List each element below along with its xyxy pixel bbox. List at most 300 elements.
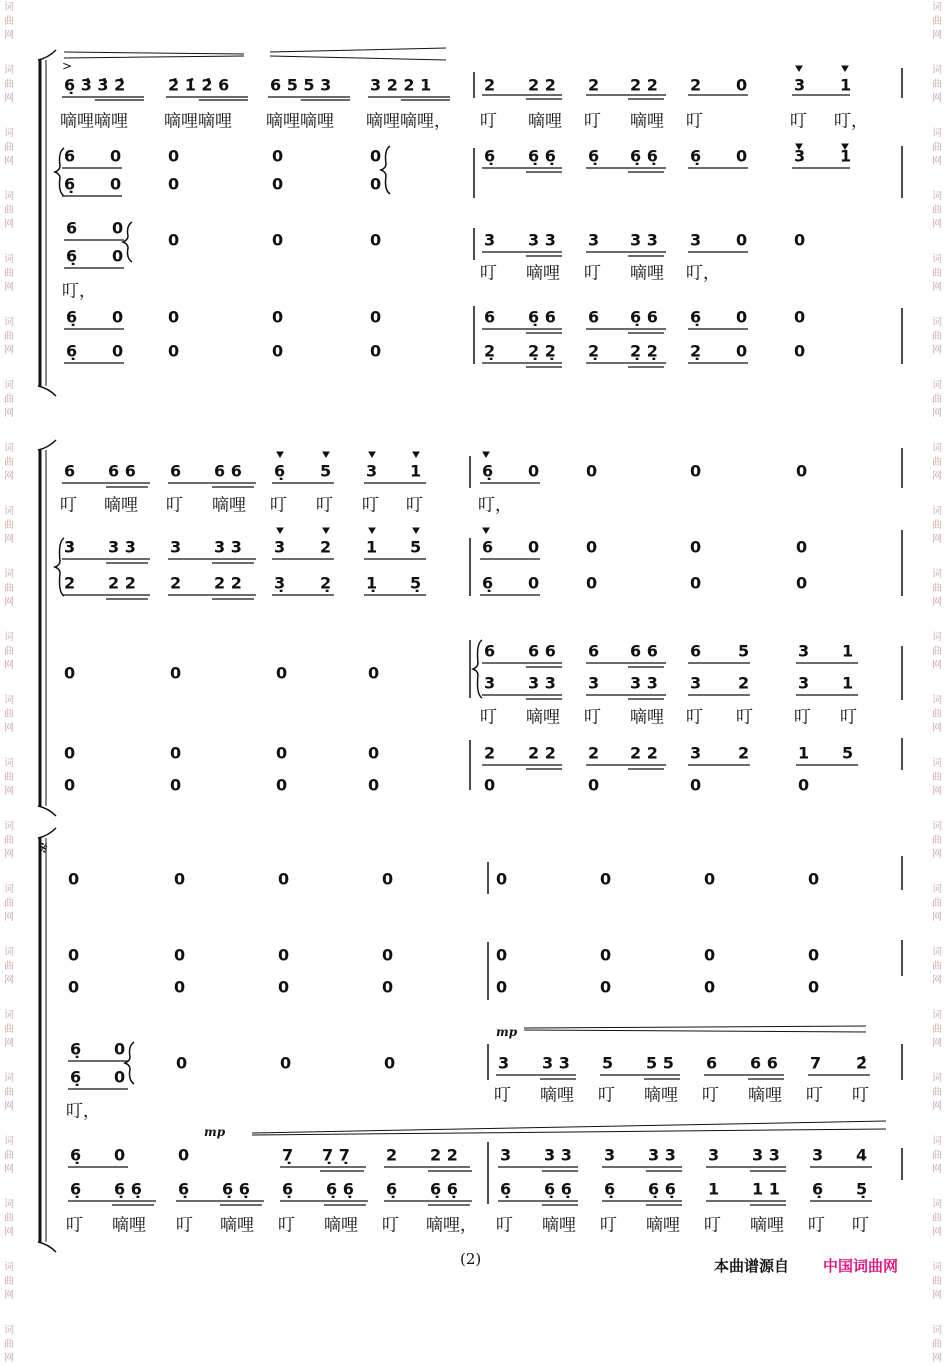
lyric-syllable: 嘀哩: [528, 111, 562, 132]
note-group: 6̣: [70, 1067, 82, 1087]
lyric-syllable: 叮: [736, 707, 753, 728]
left-watermark-strip: [2, 0, 16, 1365]
note-group: 3 3: [528, 230, 556, 250]
watermark-glyph: 曲: [932, 646, 942, 657]
lyric-syllable: 嘀哩: [630, 263, 664, 284]
note-group: 2̣ 2̣: [528, 341, 556, 361]
note-group: 0: [64, 775, 76, 795]
note-group: 6 6: [108, 461, 136, 481]
staccato-mark: [483, 528, 489, 533]
staccato-mark: [413, 528, 419, 533]
watermark-glyph: 网: [4, 408, 14, 419]
lyric-syllable: 嘀哩: [644, 1085, 678, 1106]
note-group: 1̣: [366, 573, 378, 593]
note-group: 0: [272, 174, 284, 194]
note-group: 0: [600, 869, 612, 889]
watermark-glyph: 网: [932, 1038, 942, 1049]
note-group: 0: [796, 461, 808, 481]
watermark-glyph: 网: [932, 660, 942, 671]
watermark-glyph: 曲: [4, 394, 14, 405]
note-group: 6̣: [70, 1179, 82, 1199]
note-group: 6: [482, 537, 494, 557]
watermark-glyph: 网: [932, 1353, 942, 1364]
note-group: 6: [706, 1053, 718, 1073]
note-group: 0: [600, 945, 612, 965]
note-group: 3: [812, 1145, 824, 1165]
note-group: 0: [112, 246, 124, 266]
note-group: 2: [484, 75, 496, 95]
note-group: 2: [64, 573, 76, 593]
lyric-syllable: 叮: [808, 1215, 825, 1236]
lyric-syllable: 嘀哩嘀哩: [60, 111, 128, 132]
note-group: 3: [366, 461, 378, 481]
lyric-syllable: 嘀哩: [212, 495, 246, 516]
watermark-glyph: 词: [4, 695, 14, 706]
staccato-mark: [842, 66, 848, 71]
dynamic-mp: mp: [496, 1025, 518, 1039]
note-group: 6 6: [214, 461, 242, 481]
note-group: 6̣: [66, 307, 78, 327]
note-group: 0: [68, 977, 80, 997]
note-group: 6: [690, 641, 702, 661]
watermark-glyph: 网: [932, 282, 942, 293]
watermark-glyph: 曲: [4, 772, 14, 783]
note-group: 2 2: [528, 743, 556, 763]
page-number: (2): [460, 1250, 482, 1268]
lyric-syllable: 嘀哩: [542, 1215, 576, 1236]
note-group: 0: [272, 146, 284, 166]
note-group: 0: [174, 869, 186, 889]
lyric-syllable: 叮: [166, 495, 183, 516]
note-group: 3 3: [752, 1145, 780, 1165]
bracket-hook: [38, 386, 56, 396]
lyric-syllable: 叮: [66, 1215, 83, 1236]
note-group: 2̇: [856, 1053, 868, 1073]
note-group: 5̣: [856, 1179, 868, 1199]
watermark-glyph: 曲: [932, 898, 942, 909]
bracket-hook: [38, 828, 56, 838]
watermark-glyph: 网: [932, 30, 942, 41]
note-group: 1: [842, 641, 854, 661]
note-group: 6̣ 6̣: [326, 1179, 354, 1199]
note-group: 0: [110, 174, 122, 194]
staccato-mark: [277, 452, 283, 457]
watermark-glyph: 网: [932, 1290, 942, 1301]
note-group: 0: [736, 230, 748, 250]
watermark-glyph: 曲: [4, 520, 14, 531]
lyric-syllable: 叮: [584, 263, 601, 284]
watermark-glyph: 网: [4, 156, 14, 167]
watermark-glyph: 曲: [4, 1339, 14, 1350]
watermark-glyph: 词: [932, 632, 942, 643]
lyric-syllable: 嘀哩: [630, 111, 664, 132]
watermark-glyph: 词: [932, 1136, 942, 1147]
note-group: 0: [112, 218, 124, 238]
note-group: 0: [496, 977, 508, 997]
watermark-glyph: 词: [932, 569, 942, 580]
lyric-syllable: 叮: [480, 707, 497, 728]
watermark-glyph: 词: [932, 65, 942, 76]
note-group: 3: [484, 230, 496, 250]
note-group: 2̣: [588, 341, 600, 361]
note-group: 3: [794, 75, 806, 95]
note-group: 0: [690, 775, 702, 795]
note-group: 0: [112, 341, 124, 361]
watermark-glyph: 词: [4, 884, 14, 895]
watermark-glyph: 词: [4, 947, 14, 958]
note-group: 0: [588, 775, 600, 795]
note-group: 2: [588, 743, 600, 763]
note-group: 3: [708, 1145, 720, 1165]
note-group: 6̣ 6̣: [430, 1179, 458, 1199]
note-group: 0: [736, 75, 748, 95]
note-group: 7: [810, 1053, 822, 1073]
watermark-glyph: 网: [4, 849, 14, 860]
note-group: 6: [66, 218, 78, 238]
note-group: 1: [366, 537, 378, 557]
watermark-glyph: 词: [932, 128, 942, 139]
watermark-glyph: 曲: [932, 1213, 942, 1224]
note-group: 6̣: [64, 174, 76, 194]
watermark-glyph: 曲: [4, 1150, 14, 1161]
note-group: 0: [168, 307, 180, 327]
watermark-glyph: 曲: [932, 16, 942, 27]
watermark-glyph: 曲: [4, 79, 14, 90]
note-group: 0: [276, 775, 288, 795]
note-group: 0: [64, 743, 76, 763]
note-group: 0: [736, 307, 748, 327]
watermark-glyph: 词: [4, 1199, 14, 1210]
note-group: 0: [68, 869, 80, 889]
note-group: 0: [794, 341, 806, 361]
watermark-glyph: 网: [932, 156, 942, 167]
bracket-hook: [38, 806, 56, 816]
note-group: 0: [586, 461, 598, 481]
watermark-glyph: 曲: [932, 1024, 942, 1035]
watermark-glyph: 网: [4, 660, 14, 671]
lyric-syllable: 叮，: [686, 263, 720, 284]
note-group: 2̣: [484, 341, 496, 361]
note-group: 3 2 2 1: [370, 75, 432, 95]
note-group: 6̣: [604, 1179, 616, 1199]
bracket-hook: [38, 440, 56, 450]
watermark-glyph: 词: [932, 821, 942, 832]
note-group: 6: [588, 641, 600, 661]
note-group: 3 3: [630, 230, 658, 250]
lyric-syllable: 叮: [270, 495, 287, 516]
dynamic-mp: mp: [204, 1125, 226, 1139]
note-group: 2 2: [630, 743, 658, 763]
watermark-glyph: 网: [4, 471, 14, 482]
watermark-glyph: 词: [932, 1199, 942, 1210]
dynamic-extension: [524, 1030, 866, 1032]
note-group: 6: [484, 641, 496, 661]
note-group: 6̣ 6̣: [114, 1179, 142, 1199]
note-group: 3: [64, 537, 76, 557]
note-group: 0: [690, 461, 702, 481]
watermark-glyph: 词: [4, 758, 14, 769]
note-group: 6̣ 6̣: [544, 1179, 572, 1199]
note-group: 0: [280, 1053, 292, 1073]
note-group: 6 6: [528, 641, 556, 661]
staccato-mark: [323, 528, 329, 533]
note-group: 3 3: [544, 1145, 572, 1165]
note-group: 2: [690, 75, 702, 95]
watermark-glyph: 词: [4, 191, 14, 202]
note-group: 0: [114, 1039, 126, 1059]
watermark-glyph: 网: [4, 1290, 14, 1301]
note-group: 0: [170, 743, 182, 763]
source-site-link[interactable]: 中国词曲网: [823, 1257, 899, 1275]
note-group: 2: [738, 673, 750, 693]
watermark-glyph: 网: [932, 849, 942, 860]
note-group: 0: [528, 537, 540, 557]
watermark-glyph: 词: [932, 317, 942, 328]
watermark-glyph: 曲: [932, 1276, 942, 1287]
note-group: 0: [114, 1067, 126, 1087]
watermark-glyph: 网: [932, 219, 942, 230]
note-group: 2: [386, 1145, 398, 1165]
lyric-syllable: 叮，: [834, 111, 868, 132]
watermark-glyph: 曲: [932, 79, 942, 90]
note-group: 0: [382, 977, 394, 997]
staccato-mark: [796, 66, 802, 71]
lyric-syllable: 叮: [480, 111, 497, 132]
lyric-syllable: 叮，: [66, 1101, 100, 1122]
note-group: 0: [798, 775, 810, 795]
note-group: 0: [704, 945, 716, 965]
note-group: 1: [840, 146, 852, 166]
lyric-syllable: 嘀哩嘀哩: [164, 111, 232, 132]
note-group: 7̣ 7̣: [322, 1145, 350, 1165]
lyric-syllable: 嘀哩: [220, 1215, 254, 1236]
note-group: 5: [842, 743, 854, 763]
lyric-syllable: 叮: [480, 263, 497, 284]
lyric-syllable: 叮: [704, 1215, 721, 1236]
note-group: 0: [586, 573, 598, 593]
watermark-glyph: 词: [4, 821, 14, 832]
watermark-glyph: 词: [932, 254, 942, 265]
note-group: 6̣: [66, 341, 78, 361]
lyric-syllable: 嘀哩: [646, 1215, 680, 1236]
note-group: 0: [808, 977, 820, 997]
note-group: 3: [484, 673, 496, 693]
watermark-glyph: 词: [932, 1325, 942, 1336]
lyric-syllable: 叮: [382, 1215, 399, 1236]
watermark-glyph: 词: [4, 1010, 14, 1021]
note-group: 0: [384, 1053, 396, 1073]
note-group: 3: [604, 1145, 616, 1165]
watermark-glyph: 曲: [4, 1024, 14, 1035]
note-group: 0: [484, 775, 496, 795]
note-group: 6̣ 6̣: [222, 1179, 250, 1199]
dynamic-extension: [252, 1129, 886, 1135]
note-group: 6̣: [274, 461, 286, 481]
staccato-mark: [413, 452, 419, 457]
lyric-syllable: 叮: [494, 1085, 511, 1106]
note-group: 0: [704, 869, 716, 889]
note-group: 3 3: [528, 673, 556, 693]
watermark-glyph: 词: [4, 443, 14, 454]
watermark-glyph: 词: [4, 632, 14, 643]
lyric-syllable: 叮: [790, 111, 807, 132]
watermark-glyph: 词: [932, 506, 942, 517]
note-group: 6̣ 6̣: [630, 146, 658, 166]
note-group: 0: [68, 945, 80, 965]
note-group: 3 3: [648, 1145, 676, 1165]
accent-mark: >: [62, 59, 73, 73]
watermark-glyph: 曲: [4, 646, 14, 657]
watermark-glyph: 网: [4, 345, 14, 356]
segno-sign: 𝄋: [40, 838, 48, 859]
note-group: 0: [736, 146, 748, 166]
note-group: 6̣ 6̣: [528, 146, 556, 166]
watermark-glyph: 词: [932, 443, 942, 454]
lyric-syllable: 叮: [806, 1085, 823, 1106]
note-group: 2̣: [690, 341, 702, 361]
note-group: 3: [498, 1053, 510, 1073]
note-group: 1: [798, 743, 810, 763]
note-group: 1: [840, 75, 852, 95]
watermark-glyph: 曲: [4, 961, 14, 972]
note-group: 0: [600, 977, 612, 997]
watermark-glyph: 词: [4, 1325, 14, 1336]
dynamic-extension: [252, 1121, 886, 1133]
watermark-glyph: 曲: [932, 1087, 942, 1098]
watermark-glyph: 网: [932, 534, 942, 545]
voice-brace: [123, 222, 132, 262]
note-group: 2: [170, 573, 182, 593]
staccato-mark: [483, 452, 489, 457]
note-group: 0: [370, 341, 382, 361]
watermark-glyph: 词: [932, 884, 942, 895]
watermark-glyph: 曲: [932, 142, 942, 153]
note-group: 2̣ 2̣: [630, 341, 658, 361]
note-group: 6̣ 6̣: [648, 1179, 676, 1199]
watermark-glyph: 词: [4, 1136, 14, 1147]
watermark-glyph: 网: [4, 30, 14, 41]
note-group: 5 5: [646, 1053, 674, 1073]
watermark-glyph: 词: [4, 380, 14, 391]
note-group: 0: [808, 945, 820, 965]
lyric-syllable: 叮: [496, 1215, 513, 1236]
note-group: 6 6: [750, 1053, 778, 1073]
watermark-glyph: 曲: [4, 16, 14, 27]
staccato-mark: [277, 528, 283, 533]
watermark-glyph: 网: [4, 597, 14, 608]
note-group: 6: [64, 146, 76, 166]
watermark-glyph: 网: [4, 1038, 14, 1049]
lyric-syllable: 叮: [60, 495, 77, 516]
note-group: 0: [704, 977, 716, 997]
note-group: 1: [842, 673, 854, 693]
note-group: 3 3: [630, 673, 658, 693]
watermark-glyph: 曲: [4, 457, 14, 468]
note-group: 7̣: [282, 1145, 294, 1165]
watermark-glyph: 曲: [932, 205, 942, 216]
watermark-glyph: 网: [932, 975, 942, 986]
note-group: 0: [112, 307, 124, 327]
watermark-glyph: 词: [932, 695, 942, 706]
note-group: 4: [856, 1145, 868, 1165]
watermark-glyph: 词: [4, 317, 14, 328]
lyric-syllable: 叮: [600, 1215, 617, 1236]
note-group: 1 1: [752, 1179, 780, 1199]
watermark-glyph: 曲: [932, 709, 942, 720]
note-group: 5: [410, 537, 422, 557]
note-group: 6̣: [386, 1179, 398, 1199]
note-group: 0: [794, 230, 806, 250]
note-group: 3: [798, 641, 810, 661]
watermark-glyph: 曲: [4, 1276, 14, 1287]
lyric-syllable: 嘀哩: [112, 1215, 146, 1236]
note-group: 6̣: [588, 146, 600, 166]
note-group: 6: [588, 307, 600, 327]
note-group: 0: [174, 977, 186, 997]
watermark-glyph: 词: [932, 1010, 942, 1021]
watermark-glyph: 网: [4, 1164, 14, 1175]
watermark-glyph: 网: [932, 786, 942, 797]
note-group: 0: [170, 663, 182, 683]
note-group: 0: [276, 663, 288, 683]
note-group: 3: [690, 743, 702, 763]
watermark-glyph: 词: [4, 569, 14, 580]
lyric-syllable: 嘀哩: [324, 1215, 358, 1236]
watermark-glyph: 曲: [932, 835, 942, 846]
note-group: 6: [484, 307, 496, 327]
note-group: 6̣: [66, 246, 78, 266]
note-group: 3 3: [108, 537, 136, 557]
note-group: 0: [370, 230, 382, 250]
watermark-glyph: 曲: [932, 1339, 942, 1350]
watermark-glyph: 曲: [4, 331, 14, 342]
watermark-glyph: 曲: [4, 898, 14, 909]
lyric-syllable: 嘀哩嘀哩: [266, 111, 334, 132]
watermark-glyph: 网: [932, 723, 942, 734]
watermark-glyph: 词: [932, 2, 942, 13]
note-group: 6̣: [690, 146, 702, 166]
lyric-syllable: 叮: [176, 1215, 193, 1236]
lyric-syllable: 嘀哩: [748, 1085, 782, 1106]
note-group: 0: [796, 573, 808, 593]
note-group: 3: [690, 230, 702, 250]
lyric-syllable: 叮: [362, 495, 379, 516]
note-group: 3: [690, 673, 702, 693]
note-group: 2: [738, 743, 750, 763]
note-group: 2 2: [214, 573, 242, 593]
watermark-glyph: 网: [4, 723, 14, 734]
watermark-glyph: 网: [4, 1101, 14, 1112]
lyric-syllable: 叮，: [62, 281, 96, 302]
note-group: 0: [278, 977, 290, 997]
watermark-glyph: 曲: [932, 457, 942, 468]
lyric-syllable: 叮: [686, 707, 703, 728]
note-group: 0: [272, 341, 284, 361]
lyric-syllable: 叮: [584, 707, 601, 728]
note-group: 0: [586, 537, 598, 557]
note-group: 0: [174, 945, 186, 965]
watermark-glyph: 曲: [4, 142, 14, 153]
note-group: 2 2: [108, 573, 136, 593]
lyric-syllable: 叮: [584, 111, 601, 132]
bracket-hook: [38, 50, 56, 60]
note-group: 0: [528, 461, 540, 481]
watermark-glyph: 词: [4, 1262, 14, 1273]
watermark-glyph: 曲: [932, 1150, 942, 1161]
note-group: 3: [274, 537, 286, 557]
score-content: [40, 59, 869, 1236]
note-group: 3: [794, 146, 806, 166]
